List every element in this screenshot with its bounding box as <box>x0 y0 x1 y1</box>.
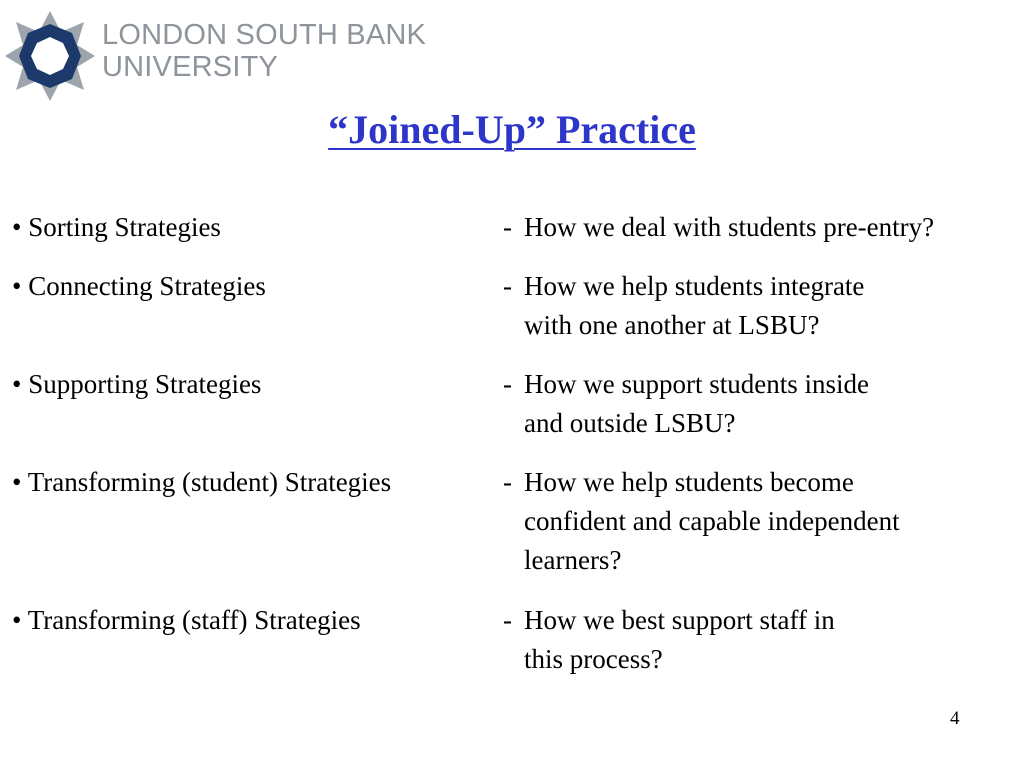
separator-dash: - <box>503 212 512 242</box>
strategy-term: • Connecting Strategies <box>12 271 266 301</box>
separator-dash: - <box>503 467 512 497</box>
description-line: learners? <box>524 545 622 575</box>
description-line: confident and capable independent <box>524 506 900 536</box>
description-line: How we help students become <box>524 467 854 497</box>
strategy-description <box>524 267 1024 345</box>
strategy-term: • Sorting Strategies <box>12 212 221 242</box>
strategy-description <box>524 463 1024 580</box>
strategy-term: • Transforming (staff) Strategies <box>12 605 361 635</box>
separator-dash: - <box>503 605 512 635</box>
slide-title: “Joined-Up” Practice <box>328 107 696 152</box>
description-line: with one another at LSBU? <box>524 310 820 340</box>
page-number: 4 <box>950 708 960 729</box>
description-line: this process? <box>524 644 663 674</box>
description-line: How we deal with students pre-entry? <box>524 212 935 242</box>
strategy-description <box>524 208 1024 247</box>
description-line: How we best support staff in <box>524 605 835 635</box>
strategy-term: • Supporting Strategies <box>12 369 262 399</box>
description-line: How we support students inside <box>524 369 869 399</box>
logo-line-1: LONDON SOUTH BANK <box>102 19 427 51</box>
description-line: How we help students integrate <box>524 271 865 301</box>
logo-line-2: UNIVERSITY <box>102 51 279 83</box>
strategy-description <box>524 601 1024 679</box>
separator-dash: - <box>503 369 512 399</box>
strategy-term: • Transforming (student) Strategies <box>12 467 392 497</box>
separator-dash: - <box>503 271 512 301</box>
description-line: and outside LSBU? <box>524 408 736 438</box>
strategy-description <box>524 365 1024 443</box>
